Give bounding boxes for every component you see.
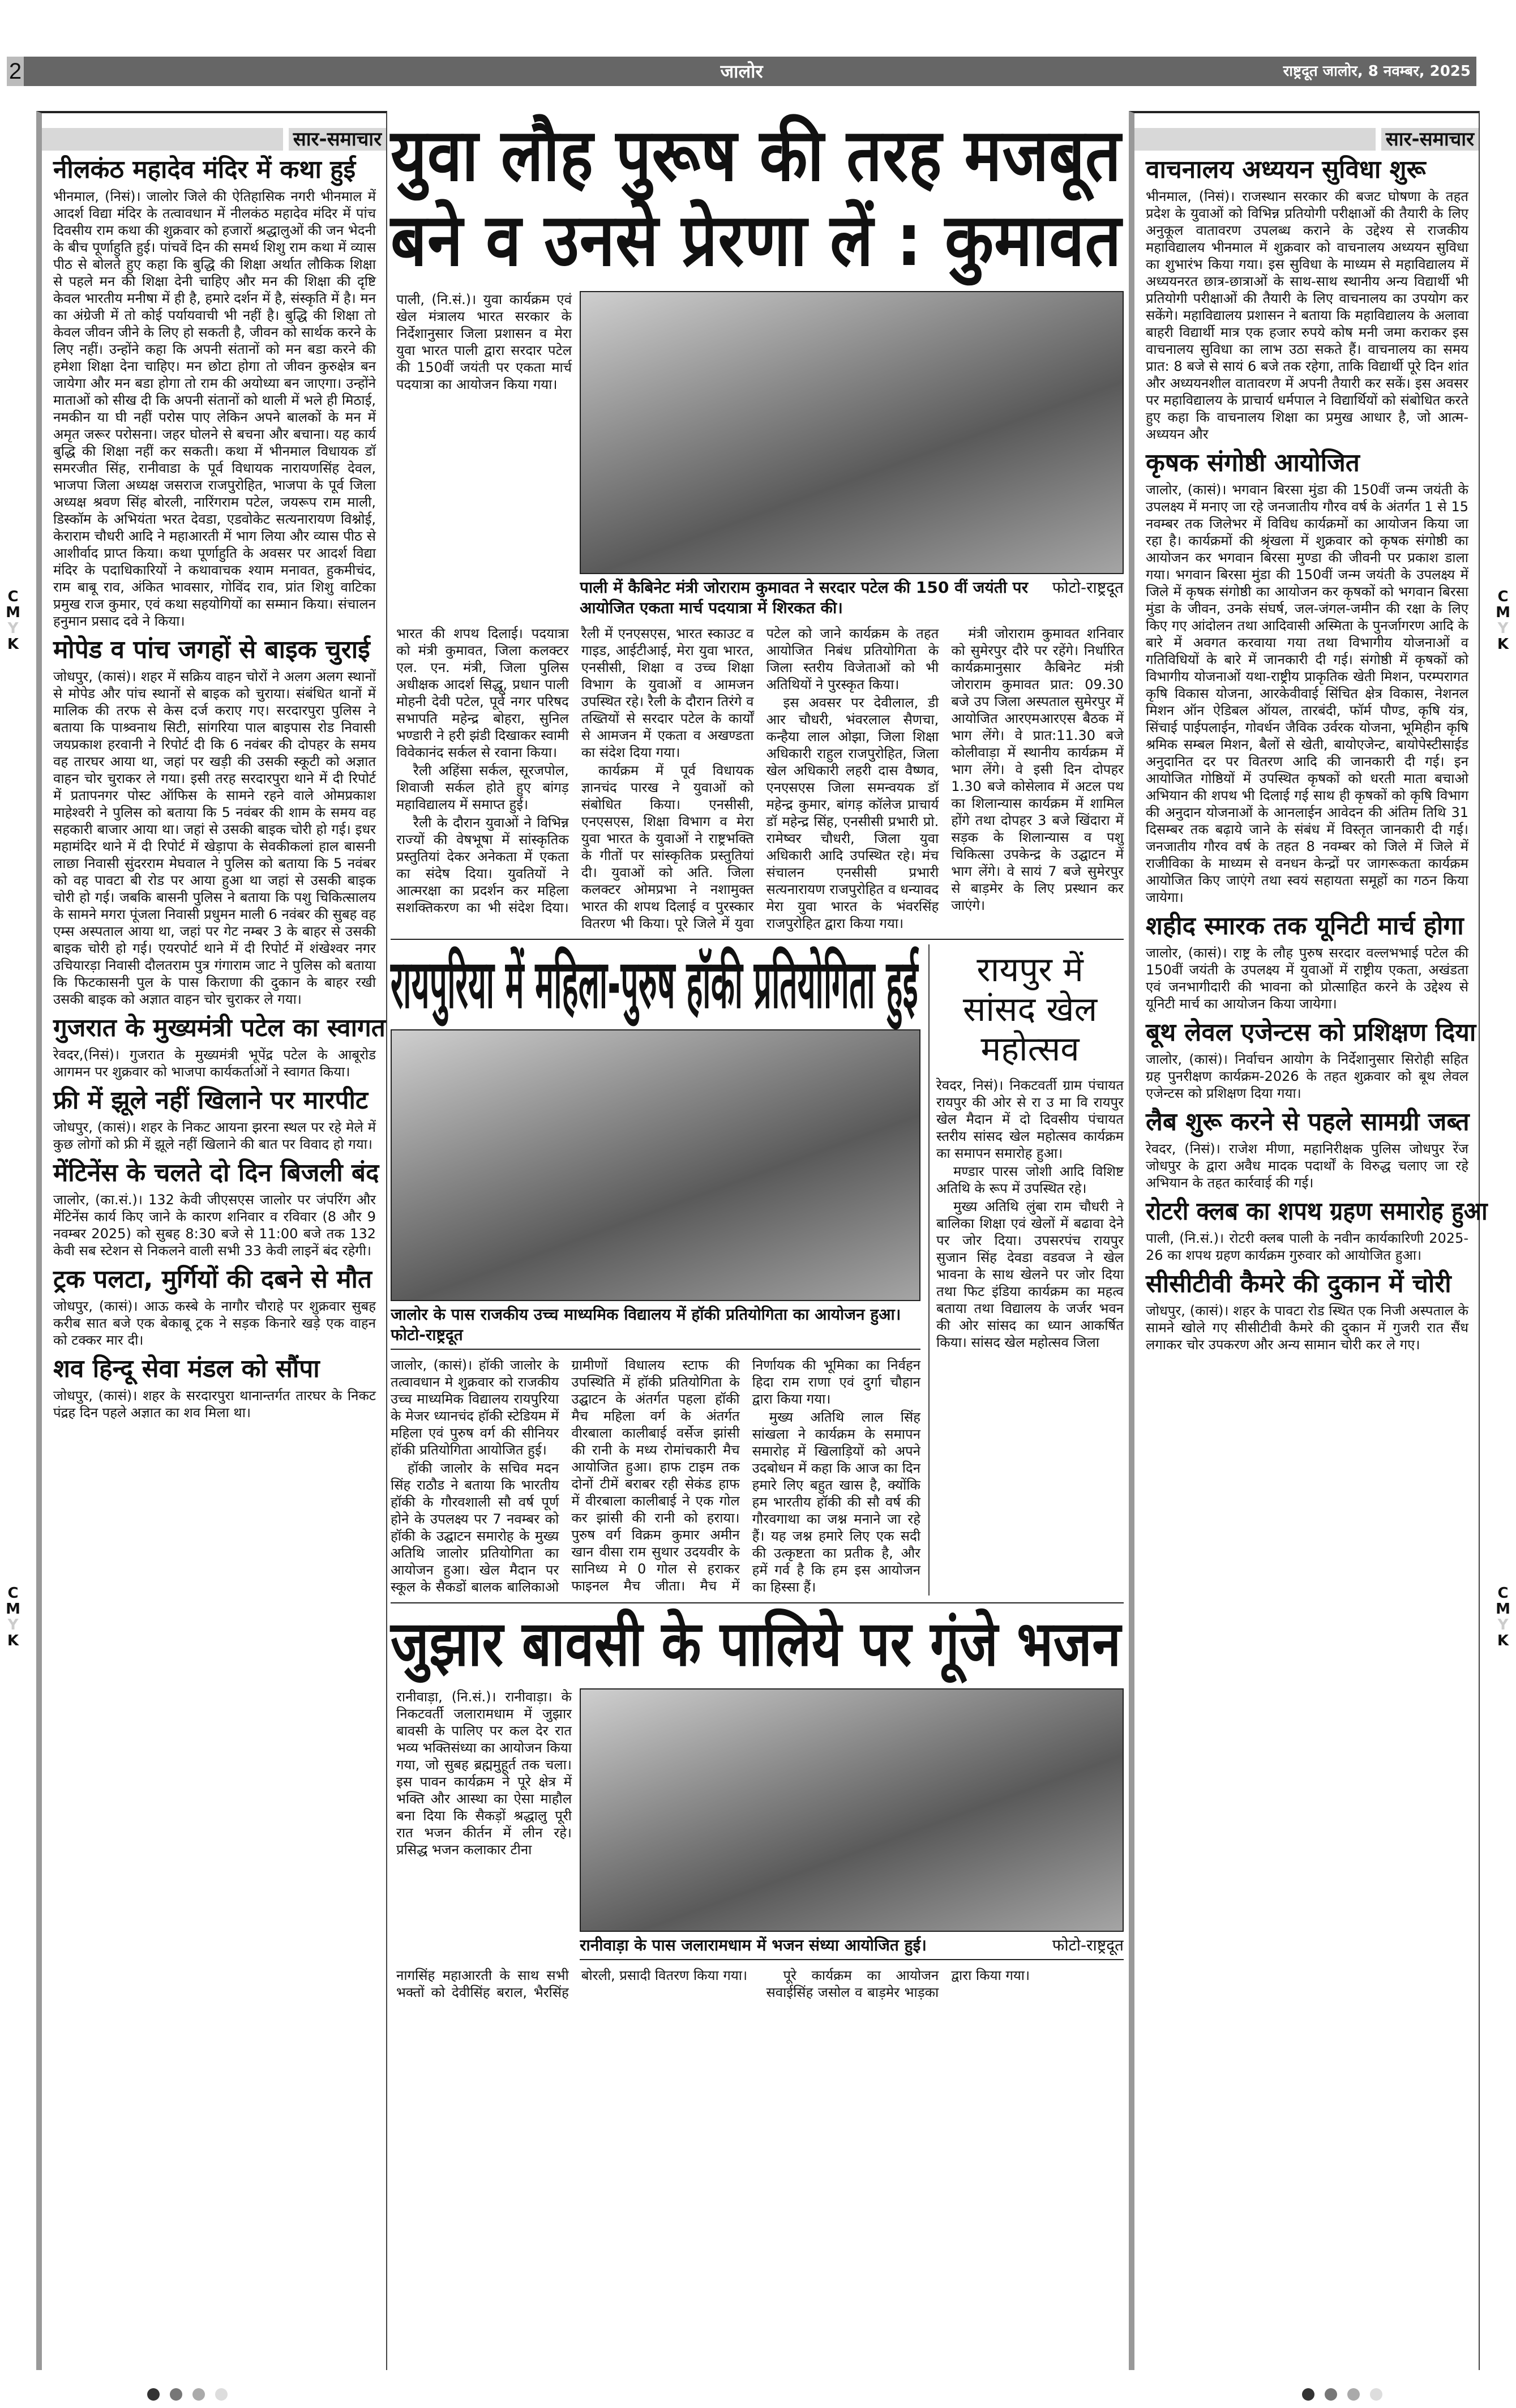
lead-headline-line-2: बने व उनसे प्रेरणा लें : कुमावत bbox=[391, 198, 1122, 283]
article-body: जोधपुर, (कासं)। शहर में सक्रिय वाहन चोरों ने अलग अलग स्थानों से मोपेड और पांच स्थानों से बाइक को चुराया। संबंधित थानों में मालिक की तरफ से केस दर्ज कराए गए। सरदारपुरा पुलिस ने बताया कि पाश्र्वनाथ सिटी, सांगरिया पाल बाइपास रोड निवासी जयप्रकाश हरवानी ने रिपोर्ट दी कि 6 नवंबर की दोपहर के समय वह तारघर आया था, जहां पर खड़ी की उसकी स्कूटी को अज्ञात वाहन चोर चुराकर ले गया। इसी तरह सरदारपुरा थाने में दी रिपोर्ट में प्रतापनगर पोस्ट ऑफिस के सामने रहने वाले ओमप्रकाश माहेश्वरी ने पुलिस को बताया कि 5 नवंबर की शाम के समय वह सहकारी बाजार आया था। जहां से उसकी बाइक चोरी हो गई। इधर महामंदिर थाने में दी रिपोर्ट में खेड़ापा के सेवकीकलां हाल बासनी लाछा निवासी सुंदरराम मेघवाल ने पुलिस को बताया कि 5 नवंबर को वह पावटा बी रोड पर आया हुआ था जहां से उसकी बाइक चोरी हो गई। जबकि बासनी पुलिस ने बताया कि पशु चिकित्सालय के सामने मगरा पूंजला निवासी प्रधुमन माली 6 नवंबर की सुबह वह एम्स अस्पताल आया था, जहां पर गेट नम्बर 3 के बाहर से उसकी बाइक चोरी हो गई। एयरपोर्ट थाने में दी रिपोर्ट में शंखेश्वर नगर उचियारड़ा निवासी दौलतराम पुत्र गंगाराम जाट ने पुलिस को बताया कि फिटकासनी पुल के पास किराणा की दुकान के बाहर रखी उसकी बाइक को अज्ञात वाहन चोर चुराकर ले गया। bbox=[53, 669, 376, 1007]
cmyk-y: Y bbox=[1497, 620, 1509, 637]
news-brief-article bbox=[42, 1012, 386, 1080]
photo-credit: फोटो-राष्ट्रदूत bbox=[1052, 1936, 1124, 1954]
article-headline: ट्रक पलटा, मुर्गियों की दबने से मौत bbox=[53, 1265, 372, 1294]
center-stories bbox=[391, 113, 1124, 2001]
article-headline-box bbox=[1146, 910, 1490, 942]
article-headline: रोटरी क्लब का शपथ ग्रहण समारोह हुआ bbox=[1146, 1197, 1488, 1226]
news-brief-article bbox=[1134, 154, 1479, 443]
registration-marks-left bbox=[147, 2388, 228, 2401]
cmyk-m: M bbox=[1496, 1601, 1510, 1618]
story-paragraph: रेवदर, निसं)। निकटवर्ती ग्राम पंचायत रायपुर की ओर से रा उ मा वि रायपुर खेल मैदान में दो दिवसीय पंचायत स्तरीय सांसद खेल महोत्सव कार्यक्रम का समापन समारोह हुआ। bbox=[936, 1077, 1124, 1161]
article-body: भीनमाल, (निसं)। राजस्थान सरकार की बजट घोषणा के तहत प्रदेश के युवाओं को विभिन्न प्रतियोगी परीक्षाओं की तैयारी के लिए अनुकूल वातावरण उपलब्ध कराने के उद्देश्य से राजकीय महाविद्यालय भीनमाल में शुक्रवार को वाचनालय अध्ययन सुविधा का शुभारंभ किया गया। इस सुविधा के माध्यम से महाविद्यालय में अध्ययनरत छात्र-छात्राओं के साथ-साथ स्थानीय अन्य विद्यार्थी भी प्रतियोगी परीक्षाओं की तैयारी के लिए वाचनालय का उपयोग कर सकेंगे। महाविद्यालय प्रशासन ने बताया कि महाविद्यालय के अलावा बाहरी विद्यार्थी मात्र एक हजार रुपये कोष मनी जमा कराकर इस वाचनालय सुविधा का लाभ उठा सकते हैं। वाचनालय का समय प्रात: 8 बजे से सायं 6 बजे तक रहेगा, ताकि विद्यार्थी पूरे दिन शांत और अध्ययनशील वातावरण में अपनी तैयारी कर सकें। इस अवसर पर महाविद्यालय के प्राचार्य धर्मपाल ने विद्यार्थियों को संबोधित करते हुए कहा कि वाचनालय शिक्षा का प्रमुख आधार है, जो आत्म-अध्ययन और bbox=[1146, 189, 1468, 442]
sar-samachar-label: सार-समाचार bbox=[1381, 128, 1479, 151]
cmyk-c: C bbox=[7, 1585, 19, 1602]
article-body: रेवदर, (निसं)। राजेश मीणा, महानिरीक्षक पुलिस जोधपुर रेंज जोधपुर के द्वारा अवैध मादक पदार्थों के विरुद्ध चलाए जा रहे अभियान के तहत कार्रवाई की गई। bbox=[1146, 1141, 1468, 1191]
article-headline-box bbox=[53, 1353, 397, 1385]
registration-dot bbox=[215, 2388, 228, 2401]
article-headline-box bbox=[1146, 154, 1490, 186]
cmyk-y: Y bbox=[7, 1616, 19, 1633]
article-headline-box bbox=[53, 1264, 397, 1295]
sar-samachar-label: सार-समाचार bbox=[289, 128, 386, 151]
cmyk-k: K bbox=[1497, 636, 1509, 653]
article-body: जोधपुर, (कासं)। आऊ कस्बे के नागौर चौराहे पर शुक्रवार सुबह करीब सात बजे एक बेकाबू ट्रक ने सड़क किनारे खड़े एक वाहन को टक्कर मार दी। bbox=[53, 1298, 376, 1348]
article-headline-box bbox=[53, 154, 397, 186]
lead-photo-caption bbox=[580, 578, 1124, 618]
lead-intro bbox=[391, 291, 572, 394]
cmyk-k: K bbox=[7, 636, 19, 653]
divider bbox=[391, 939, 1124, 940]
registration-dot bbox=[170, 2388, 182, 2401]
divider bbox=[580, 1959, 1124, 1960]
page-number: 2 bbox=[7, 57, 24, 86]
article-headline: मोपेड व पांच जगहों से बाइक चुराई bbox=[53, 635, 370, 664]
news-brief-article bbox=[1134, 1268, 1479, 1353]
article-body: जोधपुर, (कासं)। शहर के सरदारपुरा थानान्तर्गत तारघर के निकट पंद्रह दिन पहले अज्ञात का शव मिला था। bbox=[53, 1388, 376, 1421]
news-brief-article bbox=[42, 634, 386, 1008]
story-paragraph: पूरे कार्यक्रम का आयोजन सवाईसिंह जसोल व बाड़मेर भाड़का द्वारा किया गया। bbox=[766, 1968, 1030, 2000]
sar-samachar-banner bbox=[1134, 128, 1479, 151]
cmyk-k: K bbox=[1497, 1632, 1509, 1649]
registration-dot bbox=[1370, 2388, 1382, 2401]
article-headline: गुजरात के मुख्यमंत्री पटेल का स्वागत bbox=[53, 1013, 386, 1042]
cmyk-mark-right-bottom bbox=[1494, 1585, 1511, 1649]
story-paragraph: हॉकी जालोर के सचिव मदन सिंह राठौड ने बताया कि भारतीय हॉकी के गौरवशाली सौ वर्ष पूर्ण होने के उपलक्ष्य पर 7 नवम्बर को हॉकी के उद्घाटन समारोह के मुख्य अतिथि जालोर प्रतियोगिता का आयोजन हुआ। खेल मैदान पर स्कूल के सैकडों बालक बालिकाओ ग्रामीणों विधालय स्टाफ की उपस्थिति में हॉकी प्रतियोगिता के उद्घाटन के अंतर्गत पहला हॉकी मैच महिला वर्ग के अंतर्गत वीरबाला कालीबाई वर्सेज झांसी की रानी के मध्य रोमांचकारी मैच आयोजित हुआ। हाफ टाइम तक दोनों टीमें बराबर रही सेकंड हाफ में वीरबाला कालीबाई ने एक गोल कर झांसी की रानी को हराया। पुरुष वर्ग विक्रम कुमार अमीन खान वीसा राम सुथार उदयवीर के सानिध्य मे 0 गोल से हराकर फाइनल मैच जीता। मैच में निर्णायक की भूमिका का निर्वहन हिदा राम राणा एवं दुर्गा चौहान द्वारा किया गया। bbox=[391, 1357, 920, 1595]
article-body: जोधपुर, (कासं)। शहर के पावटा रोड स्थित एक निजी अस्पताल के सामने खोले गए सीसीटीवी कैमरे की दुकान में गुजरी रात सैंध लगाकर चोर उपकरण और अन्य सामान चोरी कर ले गए। bbox=[1146, 1303, 1468, 1353]
article-body: जालोर, (कासं)। भगवान बिरसा मुंडा की 150वीं जन्म जयंती के उपलक्ष्य में मनाए जा रहे जनजातीय गौरव वर्ष के अंतर्गत 1 से 15 नवम्बर तक जिलेभर में विविध कार्यक्रमों का आयोजन किया जा रहा है। कार्यक्रमों की श्रृंखला में शुक्रवार को कृषक संगोष्ठी का आयोजन कर भगवान बिरसा मुण्डा की जीवनी पर प्रकाश डाला गया। भगवान बिरसा मुंडा की 150वीं जन्म जयंती के उपलक्ष्य में जिले में कृषक संगोष्ठी का आयोजन कर कृषकों को भगवान बिरसा मुंडा के जीवन, उनके संघर्ष, जल-जंगल-जमीन की रक्षा के लिए किए गए आंदोलन तथा आदिवासी अस्मिता के पुनर्जागरण आदि के बारे में अवगत करवाया गया तथा विभागीय योजनाओं व गतिविधियों के बारे में जानकारी दी गई। संगोष्ठी में कृषकों को विभागीय योजनाओं यथा-राष्ट्रीय प्राकृतिक खेती मिशन, परम्परागत कृषि विकास योजना, आरकेवीवाई सिंचित क्षेत्र विकास, नेशनल मिशन ऑन ऐडिबल ऑयल, तारबंदी, फॉर्म पौण्ड, कृषि यंत्र, सिंचाई पाईपलाईन, गोवर्धन जैविक उर्वरक योजना, भूमिहीन कृषि श्रमिक सम्बल मिशन, बैलों से खेती, बायोएजेन्ट, बायोपेस्टीसाईड अनुदानित दर पर वितरण आदि की जानकारी दी गई। इन आयोजित गोष्ठियों में उपस्थित कृषकों को धरती माता बचाओ अभियान की शपथ भी दिलाई गई साथ ही कृषकों को कृषि विभाग की अनुदान योजनाओं के आनलाईन आवेदन की अंतिम तिथि 31 दिसम्बर तक बढ़ाये जाने के संबंध में विस्तृत जानकारी दी गई। जनजातीय गौरव वर्ष के तहत 8 नवम्बर को जिले में जिले में राजीविका के माध्यम से वनधन केन्द्रों पर जागरूकता कार्यक्रम आयोजित किए जाएंगे तथा स्वयं सहायता समूहों का गठन किया जायेगा। bbox=[1146, 482, 1468, 905]
article-headline: सीसीटीवी कैमरे की दुकान में चोरी bbox=[1146, 1269, 1451, 1298]
article-headline: फ्री में झूले नहीं खिलाने पर मारपीट bbox=[53, 1086, 369, 1115]
cmyk-c: C bbox=[1497, 1585, 1509, 1602]
left-news-brief-column bbox=[36, 111, 387, 2370]
article-headline: नीलकंठ महादेव मंदिर में कथा हुई bbox=[53, 155, 356, 184]
article-body: जालोर, (कासं)। राष्ट्र के लौह पुरुष सरदार वल्लभभाई पटेल की 150वीं जयंती के उपलक्ष्य में युवाओं में राष्ट्रीय एकता, अखंडता एवं जनभागीदारी की भावना को प्रोत्साहित करने के उद्देश्य से यूनिटी मार्च का आयोजन किया जायेगा। bbox=[1146, 945, 1468, 1012]
raipur-headline: रायपुर में सांसद खेल महोत्सव bbox=[962, 950, 1098, 1069]
divider bbox=[391, 1602, 1124, 1603]
story-paragraph: जालोर, (कासं)। हॉकी जालोर के तत्वावधान मे शुक्रवार को राजकीय उच्च माध्यमिक विद्यालय रायपुरिया के मेजर ध्यानचंद हॉकी स्टेडियम में महिला एवं पुरुष वर्ग की सीनियर हॉकी प्रतियोगिता आयोजित हुई। bbox=[391, 1357, 559, 1458]
news-brief-article bbox=[42, 1353, 386, 1421]
news-brief-article bbox=[1134, 1196, 1488, 1264]
article-headline: मेंटिनेंस के चलते दो दिन बिजली बंद bbox=[53, 1158, 379, 1187]
lead-photo-block bbox=[580, 291, 1124, 618]
hockey-photo-caption: जालोर के पास राजकीय उच्च माध्यमिक विद्यालय में हॉकी प्रतियोगिता का आयोजन हुआ। फोटो-राष्ट्रदूत bbox=[391, 1305, 901, 1344]
bhajan-intro-text: रानीवाड़ा, (नि.सं.)। रानीवाड़ा। के निकटवर्ती जलारामधाम में जुझार बावसी के पालिए पर कल देर रात भव्य भक्तिसंध्या का आयोजन किया गया, जो सुबह ब्रह्ममुहूर्त तक चला। इस पावन कार्यक्रम ने पूरे क्षेत्र में भक्ति और आस्था का ऐसा माहौल बना दिया कि सैकड़ों श्रद्धालु पूरी रात भजन कीर्तन में लीन रहे। प्रसिद्ध भजन कलाकार टीना bbox=[396, 1689, 572, 1858]
page-header-bar bbox=[7, 57, 1476, 86]
news-brief-article bbox=[42, 1157, 386, 1259]
hockey-story-body bbox=[391, 1357, 920, 1596]
news-brief-article bbox=[42, 154, 386, 630]
article-headline-box bbox=[53, 634, 397, 666]
story-paragraph: मंत्री जोराराम कुमावत शनिवार को सुमेरपुर दौरे पर रहेंगे। निर्धारित कार्यक्रमानुसार कैबिनेट मंत्री जोराराम कुमावत प्रात: 09.30 बजे उप जिला अस्पताल सुमेरपुर में आयोजित आरएमआरएस बैठक में भाग लेंगे। वे प्रात:11.30 बजे कोलीवाड़ा में स्थानीय कार्यक्रम में भाग लेंगे। वे इसी दिन दोपहर 1.30 बजे कोसेलाव में अटल पथ का शिलान्यास कार्यक्रम में शामिल होंगे तथा दोपहर 3 बजे खिंदारा में सड़क के शिलान्यास व पशु चिकित्सा उपकेन्द्र के उद्घाटन में भाग लेंगे। वे सायं 7 बजे सुमेरपुर से बाड़मेर के लिए प्रस्थान कर जाएंगे। bbox=[951, 626, 1124, 913]
article-body: पाली, (नि.सं.)। रोटरी क्लब पाली के नवीन कार्यकारिणी 2025-26 का शपथ ग्रहण कार्यक्रम गुरुवार को आयोजित हुआ। bbox=[1146, 1230, 1468, 1263]
cmyk-c: C bbox=[7, 588, 19, 605]
raipur-story-body bbox=[936, 1077, 1124, 1351]
caption-text: रानीवाड़ा के पास जलारामधाम में भजन संध्या आयोजित हुई। bbox=[580, 1936, 927, 1954]
article-headline-box bbox=[53, 1012, 397, 1044]
article-headline: बूथ लेवल एजेन्टस को प्रशिक्षण दिया bbox=[1146, 1018, 1476, 1047]
cmyk-m: M bbox=[6, 1601, 20, 1618]
cmyk-y: Y bbox=[1497, 1616, 1509, 1633]
article-headline: लैब शुरू करने से पहले सामग्री जब्त bbox=[1146, 1107, 1470, 1136]
article-headline-box bbox=[53, 1085, 397, 1117]
story-paragraph: मण्डार पारस जोशी आदि विशिष्ट अतिथि के रूप में उपस्थित रहे। bbox=[936, 1164, 1124, 1196]
bhajan-photo-block bbox=[580, 1688, 1124, 1960]
news-brief-article bbox=[42, 1264, 386, 1349]
cmyk-mark-right-top bbox=[1494, 589, 1511, 652]
cmyk-y: Y bbox=[7, 620, 19, 637]
bhajan-photo bbox=[580, 1688, 1124, 1932]
cmyk-k: K bbox=[7, 1632, 19, 1649]
article-body: जोधपुर, (कासं)। शहर के निकट आयना झरना स्थल पर रहे मेले में कुछ लोगों को फ्री में झूले नहीं खिलाने की बात पर विवाद हो गया। bbox=[53, 1119, 376, 1152]
article-headline-box bbox=[1146, 1106, 1490, 1138]
story-paragraph: रैली अहिंसा सर्कल, सूरजपोल, शिवाजी सर्कल होते हुए बांगड़ महाविद्यालय में समाप्त हुई। bbox=[396, 763, 569, 812]
cmyk-m: M bbox=[1496, 604, 1510, 621]
bhajan-story-body bbox=[391, 1967, 1124, 2001]
hockey-block bbox=[391, 944, 928, 1596]
bhajan-photo-caption bbox=[580, 1935, 1124, 1956]
news-brief-article bbox=[1134, 1017, 1479, 1102]
lead-headline-line-1: युवा लौह पुरूष की तरह मजबूत bbox=[391, 113, 1121, 198]
hockey-photo bbox=[391, 1029, 920, 1301]
lead-headline bbox=[391, 113, 1124, 283]
registration-dot bbox=[192, 2388, 205, 2401]
article-headline-box bbox=[1146, 1017, 1490, 1049]
story-paragraph: मुख्य अतिथि लाल सिंह सांखला ने कार्यक्रम के समापन समारोह में खिलाड़ियों को अपने उदबोधन में कहा कि आज का दिन हमारे लिए बहुत खास है, क्योंकि हम भारतीय हॉकी की सौ वर्ष की गौरवगाथा का जश्न मनाने जा रहे हैं। यह जश्न हमारे लिए एक सदी की उत्कृष्टता का प्रतीक है, और हमें गर्व है कि हम इस आयोजन का हिस्सा हैं। bbox=[752, 1409, 920, 1595]
cmyk-c: C bbox=[1497, 588, 1509, 605]
article-headline-box bbox=[1146, 1268, 1490, 1300]
article-headline: वाचनालय अध्ययन सुविधा शुरू bbox=[1146, 155, 1426, 184]
cmyk-m: M bbox=[6, 604, 20, 621]
registration-dot bbox=[1325, 2388, 1337, 2401]
caption-text: पाली में कैबिनेट मंत्री जोराराम कुमावत ने सरदार पटेल की 150 वीं जयंती पर आयोजित एकता मार्च पदयात्रा में शिरकत की। bbox=[580, 578, 1029, 617]
registration-dot bbox=[147, 2388, 160, 2401]
article-headline-box bbox=[1146, 447, 1490, 479]
registration-marks-right bbox=[1302, 2388, 1382, 2401]
story-paragraph: मुख्य अतिथि लुंबा राम चौधरी ने बालिका शिक्षा एवं खेलों में बढावा देने पर जोर दिया। उपसरपंच रायपुर सुजान सिंह देवडा वडवज ने खेल भावना के साथ खेलने पर जोर दिया तथा फिट इंडिया कार्यक्रम का महत्व बताया तथा विद्यालय के जर्जर भवन की ओर सांसद का ध्यान आकर्षित किया। सांसद खेल महोत्सव जिला bbox=[936, 1199, 1124, 1350]
photo-credit: फोटो-राष्ट्रदूत bbox=[1052, 578, 1124, 597]
news-brief-article bbox=[1134, 447, 1479, 906]
article-body: जालोर, (कासं)। निर्वाचन आयोग के निर्देशानुसार सिरोही सहित ग्रह पुनरीक्षण कार्यक्रम-2026 के तहत शुक्रवार को बूथ लेवल एजेन्टस को प्रशिक्षण दिया गया। bbox=[1146, 1051, 1468, 1101]
article-headline-box bbox=[1146, 1196, 1490, 1227]
article-headline: शव हिन्दू सेवा मंडल को सौंपा bbox=[53, 1354, 320, 1383]
registration-dot bbox=[1347, 2388, 1360, 2401]
story-paragraph: भारत की शपथ दिलाई। पदयात्रा को मंत्री कुमावत, जिला कलक्टर एल. एन. मंत्री, जिला पुलिस अधीक्षक आदर्श सिद्धू, प्रधान पाली मोहनी देवी पटेल, पूर्व नगर परिषद सभापति महेन्द्र बोहरा, सुनिल भण्डारी ने हरी झंडी दिखाकर स्वामी विवेकानंद सर्कल से रवाना किया। bbox=[396, 626, 569, 760]
story-paragraph: इस अवसर पर देवीलाल, डी आर चौधरी, भंवरलाल सैणचा, कन्हैया लाल ओझा, जिला शिक्षा अधिकारी राहुल राजपुरोहित, जिला खेल अधिकारी लहरी दास वैष्णव, एनएसएस जिला समन्वयक डॉ महेन्द्र कुमार, बांगड़ कॉलेज प्राचार्य डॉ महेन्द्र सिंह, एनसीसी प्रभारी प्रो. रामेष्वर चौधरी, जिला युवा अधिकारी आदि उपस्थित रहे। मंच संचालन एनसीसी प्रभारी सत्यनारायण राजपुरोहित व धन्यावद मेरा युवा भारत के भंवरसिंह राजपुरोहित द्वारा किया गया। bbox=[766, 695, 939, 931]
article-body: जालोर, (का.सं.)। 132 केवी जीएसएस जालोर पर जंपरिंग और मेंटिनेंस कार्य किए जाने के कारण शनिवार व रविवार (8 और 9 नवम्बर 2025) को सुबह 8:30 बजे से 11:00 बजे तक 132 केवी सब स्टेशन से निकलने वाली सभी 33 केवी लाइनें बंद रहेगी। bbox=[53, 1192, 376, 1259]
story-paragraph: कार्यक्रम में पूर्व विधायक ज्ञानचंद पारख ने युवाओं को संबोधित किया। एनसीसी, एनएसएस, शिक्षा विभाग व मेरा युवा भारत के युवाओं ने राष्ट्रभक्ति के गीतों पर सांस्कृतिक प्रस्तुतियां दी। युवाओं को अति. जिला कलक्टर ओमप्रभा ने नशामुक्त भारत की शपथ दिलाई व पुरस्कार वितरण भी किया। पूरे जिले में युवा पटेल को जाने कार्यक्रम के तहत आयोजित निबंध प्रतियोगिता के जिला स्तरीय विजेताओं को भी अतिथियों ने पुरस्कृत किया। bbox=[581, 626, 939, 931]
lead-intro-text: पाली, (नि.सं.)। युवा कार्यक्रम एवं खेल मंत्रालय भारत सरकार के निर्देशानुसार जिला प्रशासन व मेरा युवा भारत पाली द्वारा सरदार पटेल की 150वीं जयंती पर एकता मार्च पदयात्रा का आयोजन किया गया। bbox=[396, 292, 572, 392]
news-brief-article bbox=[42, 1085, 386, 1153]
divider bbox=[391, 1349, 920, 1350]
right-news-brief-column bbox=[1129, 111, 1488, 2370]
story-paragraph: नागसिंह महाआरती के साथ सभी भक्तों को देवीसिंह बराल, भैरसिंह बोरली, प्रसादी वितरण किया गया। bbox=[396, 1968, 748, 2000]
lead-photo-unity-march bbox=[580, 291, 1124, 574]
bhajan-headline: जुझार बावसी के पालिये पर गूंजे भजन bbox=[391, 1607, 1121, 1680]
cmyk-mark-left-top bbox=[5, 589, 22, 652]
cmyk-mark-left-bottom bbox=[5, 1585, 22, 1649]
article-headline: कृषक संगोष्ठी आयोजित bbox=[1146, 448, 1360, 477]
bhajan-intro bbox=[391, 1688, 572, 1859]
news-brief-article bbox=[1134, 1106, 1479, 1191]
registration-dot bbox=[1302, 2388, 1314, 2401]
article-headline-box bbox=[53, 1157, 397, 1189]
section-title: जालोर bbox=[720, 61, 763, 82]
article-body: रेवदर,(निसं)। गुजरात के मुख्यमंत्री भूपेंद्र पटेल के आबूरोड आगमन पर शुक्रवार को भाजपा कार्यकर्ताओं ने स्वागत किया। bbox=[53, 1047, 376, 1080]
hockey-headline: रायपुरिया में महिला-पुरुष हॉकी प्रतियोगिता हुई bbox=[391, 945, 918, 1023]
news-brief-article bbox=[1134, 910, 1479, 1012]
lead-story-body bbox=[391, 625, 1124, 932]
story-paragraph: रैली के दौरान युवाओं ने विभिन्न राज्यों की वेषभूषा में सांस्कृतिक प्रस्तुतियां देकर अनेकता में एकता का संदेष दिया। युवतियों ने आत्मरक्षा का प्रदर्शन कर महिला सशक्तिकरण का भी संदेश दिया। रैली में एनएसएस, भारत स्काउट व गाइड, आईटीआई, मेरा युवा भारत, एनसीसी, शिक्षा व उच्च शिक्षा विभाग के युवाओं व आमजन उपस्थित रहे। रैली के दौरान तिरंगे व तख्तियों से सरदार पटेल के कार्यों से आमजन में एकता व अखण्डता का संदेश दिया गया। bbox=[396, 626, 754, 916]
dateline: राष्ट्रदूत जालोर, 8 नवम्बर, 2025 bbox=[1283, 63, 1471, 80]
article-body: भीनमाल, (निसं)। जालोर जिले की ऐतिहासिक नगरी भीनमाल में आदर्श विद्या मंदिर के तत्वावधान में नीलकंठ महादेव मंदिर में पांच दिवसीय राम कथा की शुक्रवार को हजारों श्रद्धालुओं की जन भेदनी के बीच पूर्णाहुति हुई। पांचवें दिन की समर्थ शिशु राम कथा में व्यास पीठ से बोलते हुए कहा कि बुद्धि की शिक्षा अर्थात लौकिक शिक्षा से पहले मन की शिक्षा देनी चाहिए और मन की शिक्षा की दृष्टि केवल भारतीय मनीषा में ही है, हमारे दर्शन में है, संस्कृति में है। मन का अंग्रेजी में तो कोई पर्यायवाची भी नहीं है। बुद्धि की शिक्षा तो केवल जीवन जीने के लिए हो सकती है, जीवन को सार्थक करने के लिए नहीं। उन्होंने कहा कि अपनी संतानों को मन बडा करने की हमेशा शिक्षा देना चाहिए। मन छोटा होगा तो जीवन कुरुक्षेत्र बन जायेगा और मन बडा होगा तो राम की अयोध्या बन जाएगा। उन्होंने माताओं को सीख दी कि अपनी संतानों को थाली में भले ही मिठाई, नमकीन या घी नहीं परोस पाए लेकिन अपने बालकों के मन में अमृत जरूर परोसना। जहर घोलने से बचना और बचाना। यह कार्य बुद्धि की शिक्षा नहीं कर सकती। कथा में भीनमाल विधायक डॉ समरजीत सिंह, रानीवाडा के पूर्व विधायक नारायणसिंह देवल, भाजपा जिला अध्यक्ष जसराज राजपुरोहित, भाजपा के पूर्व जिला अध्यक्ष श्रवण सिंह बोरली, नारिंगराम पटेल, जयरूप राम माली, डिस्कॉम के अभियंता भरत देवडा, एडवोकेट सत्यनारायण विश्नोई, केराराम चौधरी आदि ने महाआरती में भाग लिया और व्यास पीठ से आशीर्वाद प्राप्त किया। कथा पूर्णाहुति के अवसर पर आदर्श विद्या मंदिर के पदाधिकारियों ने कथावाचक श्याम मनावत, हुकमीचंद, राम बाबू राव, अंकित भावसार, गोविंद राव, प्रांत शिशु वाटिका प्रमुख राज कुमार, एवं कथा सहयोगियों का सम्मान किया। संचालन हनुमान प्रसाद दवे ने किया। bbox=[53, 189, 376, 629]
sar-samachar-banner bbox=[42, 128, 386, 151]
raipur-block bbox=[928, 944, 1124, 1596]
article-headline: शहीद स्मारक तक यूनिटी मार्च होगा bbox=[1146, 912, 1464, 940]
